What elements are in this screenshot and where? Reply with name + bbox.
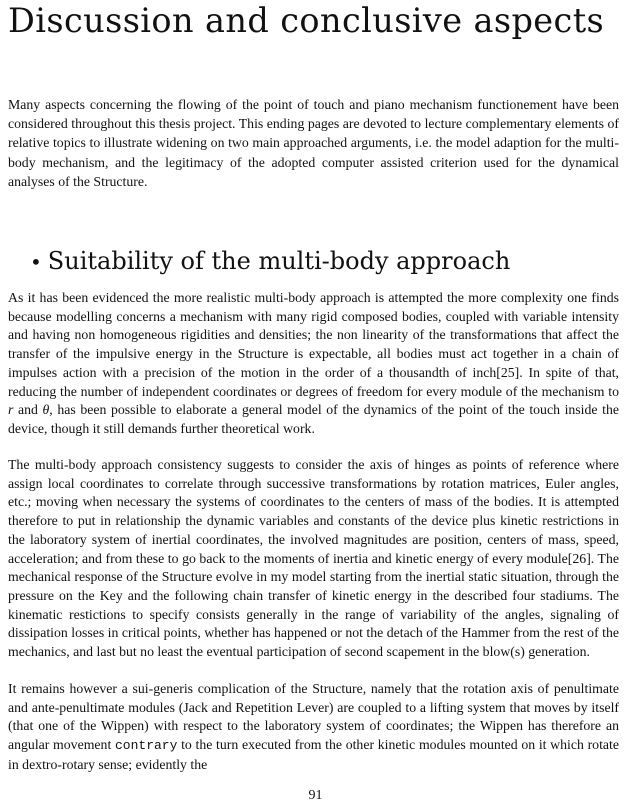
contrary-monospace: contrary [114,738,178,754]
math-variable-r: r [8,402,14,418]
page-number: 91 [308,788,323,803]
section-heading-text: Suitability of the multi-body approach [47,247,511,275]
math-variable-theta: θ [42,402,50,418]
body-paragraph-3-text-b: to the turn executed from the other kinetic modules mounted on it which rotate in dextro-rotary sense; evidently the [8,737,619,772]
body-paragraph-1-text-a: As it has been evidenced the more realistic multi-body approach is attempted the more complexity one finds because modelling concerns a mechanism with many rigid composed bodies, coupled with variable intensity and having non homogeneous rigidities and densities; the non linearity of the transformations that affect the transfer of the impulsive energy in the Structure is expectable, all bodies must act together in a chain of impulses action with a precision of the motion in the order of a thousandth of inch[25]. In spite of that, reducing the number of independent coordinates or degrees of freedom for every module of the mechanism to [8,290,619,399]
bullet-icon: • [30,250,42,274]
section-heading [30,245,510,278]
body-paragraph-1 [8,289,619,439]
intro-paragraph: Many aspects concerning the flowing of the point of touch and piano mechanism functionement have been considered throughout this thesis project. This ending pages are devoted to lecture complementary elements of relative topics to illustrate widening on two main approached arguments, i.e. the model adaption for the multi-body mechanism, and the legitimacy of the adopted computer assisted criterion used for the dynamical analyses of the Structure. [8,97,619,189]
body-paragraph-3-text-a: It remains however a sui-generis complication of the Structure, namely that the rotation axis of penultimate and ante-penultimate modules (Jack and Repetition Lever) are coupled to a lifting system that moves by itself (that one of the Wippen) with respect to the laboratory system of coordinates; the Wippen has therefore an angular movement [8,681,619,753]
body-paragraph-1-text-b: , has been possible to elaborate a general model of the dynamics of the point of the touch inside the device, though it still demands further theoretical work. [8,402,619,436]
conjunction-text: and [13,402,43,418]
body-paragraph-3 [8,680,619,775]
body-paragraph-2: The multi-body approach consistency suggests to consider the axis of hinges as points of reference where assign local coordinates to correlate through successive transformations by rotation matrices, Euler angles, etc.; moving when necessary the systems of coordinates to the centers of mass of the bodies. It is attempted therefore to put in relationship the dynamic variables and constants of the device plus kinetic restrictions in the laboratory system of inertial coordinates, the involved magnitudes are position, centers of mass, speed, acceleration; and from these to go back to the moments of inertia and kinetic energy of every module[26]. The mechanical response of the Structure evolve in my model starting from the inertial static situation, through the pressure on the Key and the following chain transfer of kinetic energy in the described four stadiums. The kinematic restictions to specify consists generally in the range of variability of the angles, signaling of dissipation losses in critical points, whether has happened or not the detach of the Hammer from the rest of the mechanics, and last but no least the eventual participation of second scapement in the blow(s) generation. [8,457,619,660]
chapter-title: Discussion and conclusive aspects [8,1,605,40]
